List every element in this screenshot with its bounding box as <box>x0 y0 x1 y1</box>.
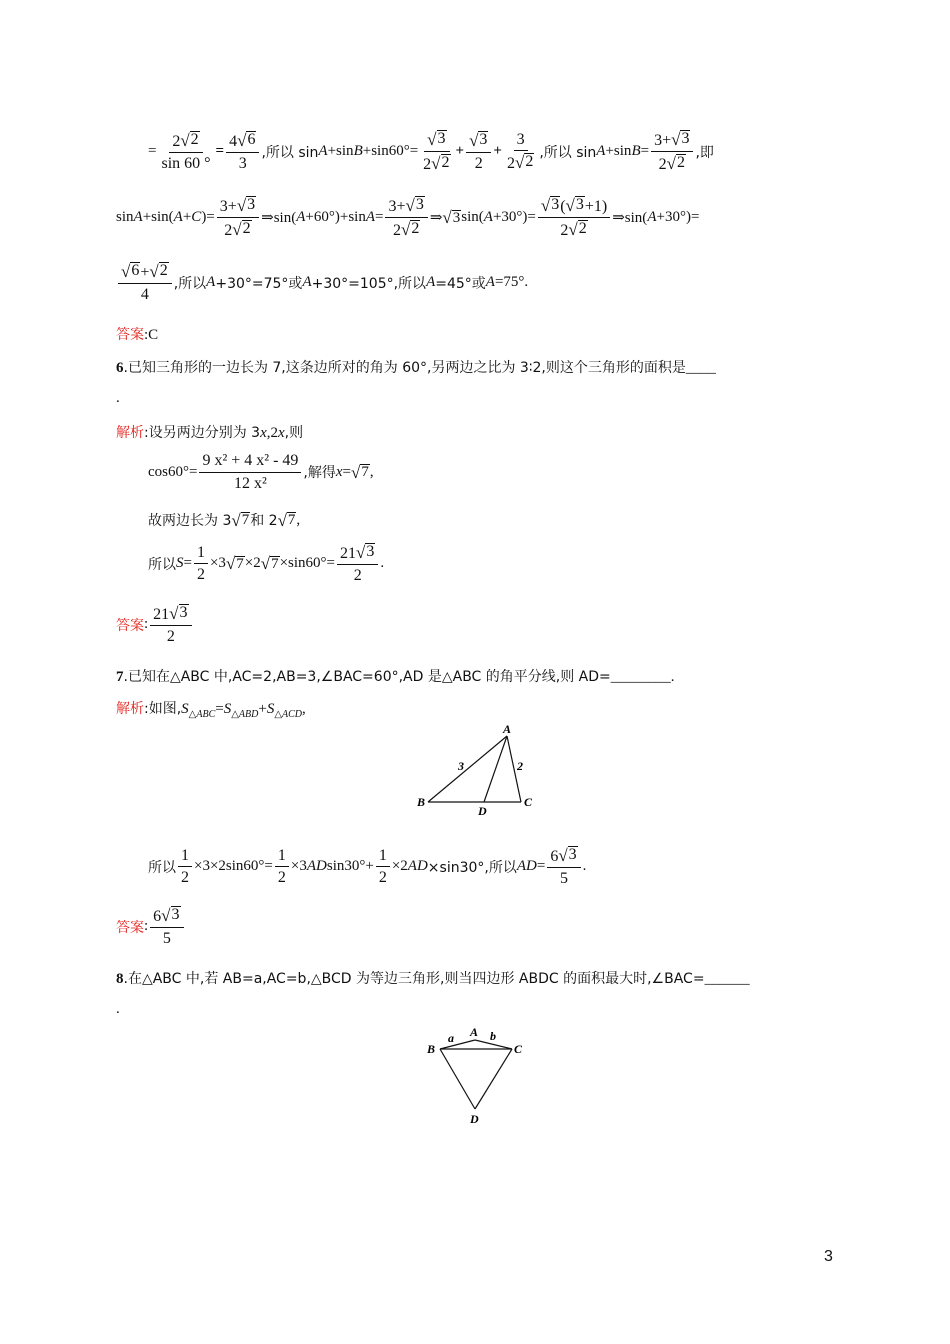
vertex-label-a: A <box>470 1025 479 1039</box>
side-label-ab: 3 <box>458 759 464 773</box>
answer-blank: ____ <box>685 360 716 376</box>
answer-blank: ________ <box>610 669 671 685</box>
question-8: 8.在△ABC 中,若 AB=a,AC=b,△BCD 为等边三角形,则当四边形 ABDC 的面积最大时,∠BAC=______ <box>116 971 750 987</box>
answer-label: 答案 <box>116 919 144 936</box>
fraction: $\frac{1}{2}$ <box>275 847 289 887</box>
side-label-a: a <box>448 1031 454 1045</box>
fraction: 6 √ 3 5 <box>150 906 183 948</box>
vertex-label-d: D <box>470 1112 479 1126</box>
analysis-label: 解析 <box>116 425 144 441</box>
q6-dot: . <box>116 390 120 406</box>
page-number: 3 <box>824 1248 833 1265</box>
fraction: $\frac{1}{2}$ <box>376 847 390 887</box>
q6-sides-step: 故两边长为 3 √ 7 和 2 √ 7 , <box>148 510 301 530</box>
fraction: 21 √ 3 2 <box>337 543 378 585</box>
side-bd <box>440 1049 475 1109</box>
q8-dot: . <box>116 1001 120 1017</box>
side-ba <box>440 1040 475 1049</box>
q7-answer: 答案 : 6 √ 3 5 <box>116 906 186 948</box>
q6-analysis: 解析:设另两边分别为 3x,2x,则 <box>116 425 304 441</box>
sol5-line3: √ 6 + √ 2 4 ,所以 A +30°=75°或 A +30°=105°,所以 A =45°或 A =75°. <box>116 262 528 304</box>
q7-triangle-figure <box>410 722 540 822</box>
vertex-label-c: C <box>524 795 533 809</box>
fraction: 2 √ 2 sin 60 ° <box>161 130 211 173</box>
question-6: 6.已知三角形的一边长为 7,这条边所对的角为 60°,另两边之比为 3∶2,则这个三角形的面积是____ <box>116 360 716 376</box>
q8-quadrilateral-figure <box>420 1022 530 1130</box>
fraction: √ 6 + √ 2 4 <box>118 262 172 304</box>
answer-blank: ______ <box>704 971 750 987</box>
vertex-label-d: D <box>478 804 487 818</box>
fraction: √ 3 ( √ 3 +1) 2 √ 2 <box>538 196 610 240</box>
fraction: √ 3 2 √ 2 <box>423 129 450 174</box>
equals: = <box>215 143 225 160</box>
answer-label: 答案 <box>116 327 144 343</box>
fraction: $\frac{1}{2}$ <box>194 544 208 584</box>
answer-label: 答案 <box>116 617 144 634</box>
q6-cosine-step: cos60°= $\frac{\text{9 x² + 4 x² - 49}}{\text{12 x²}}$ ,解得 x = √ 7 , <box>148 452 374 492</box>
question-7: 7.已知在△ABC 中,AC=2,AB=3,∠BAC=60°,AD 是△ABC 的角平分线,则 AD=________. <box>116 669 675 685</box>
vertex-label-c: C <box>514 1042 523 1056</box>
side-label-b: b <box>490 1029 496 1043</box>
q7-analysis: 解析:如图$,S_{\triangle ABC}=S_{\triangle ABD}+S_{\triangle ACD}$, <box>116 701 306 720</box>
fraction: 6 √ 3 5 <box>547 846 580 888</box>
analysis-label: 解析 <box>116 701 144 717</box>
fraction: $\frac{\text{9 x² + 4 x² - 49}}{\text{12 x²}}$ <box>199 452 301 492</box>
fraction: 3+ √ 3 2 √ 2 <box>385 196 427 240</box>
fraction: 3+ √ 3 2 √ 2 <box>651 130 693 174</box>
sol5-line1: = 2 √ 2 sin 60 ° = 4 √ 6 3 ,所以 sin A +sin B +sin60°= √ 3 2 √ 2 + √ 3 2 + 3 2 √ 2 ,所以 sin A +sin B = 3+ √ 3 2 √ 2 ,即 <box>148 129 714 174</box>
q6-area-step: 所以 S = $\frac{1}{2}$ ×3 √ 7 ×2 √ 7 ×sin60°= 21 √ 3 2 . <box>148 542 385 585</box>
vertex-label-b: B <box>417 795 426 809</box>
fraction: 21 √ 3 2 <box>150 604 191 646</box>
q6-answer: 答案 : 21 √ 3 2 <box>116 604 194 646</box>
sol5-answer: 答案:C <box>116 327 159 343</box>
vertex-label-a: A <box>503 722 512 736</box>
q7-calc-step: 所以 $\frac{1}{2}$ ×3×2sin60°= $\frac{1}{2}$ ×3 AD sin30°+ $\frac{1}{2}$ ×2 AD ×sin30°,所以 AD = 6 √ 3 5 . <box>148 845 587 888</box>
fraction: $\frac{1}{2}$ <box>178 847 192 887</box>
fraction: 3+ √ 3 2 √ 2 <box>217 196 259 240</box>
sol5-line2: sin A +sin( A + C )= 3+ √ 3 2 √ 2 ⇒sin( A +60°)+sin A = 3+ √ 3 2 √ 2 ⇒ √ 3 sin( A +30°)= √ 3 ( √ 3 +1) 2 √ 2 ⇒sin( A +30°)= <box>116 195 700 240</box>
fraction: √ 3 2 <box>466 131 491 173</box>
vertex-label-b: B <box>427 1042 436 1056</box>
fraction: 4 √ 6 3 <box>226 131 259 173</box>
fraction: 3 2 √ 2 <box>506 130 534 173</box>
side-label-ac: 2 <box>517 759 523 773</box>
equals: = <box>148 143 157 160</box>
side-cd <box>475 1049 512 1109</box>
